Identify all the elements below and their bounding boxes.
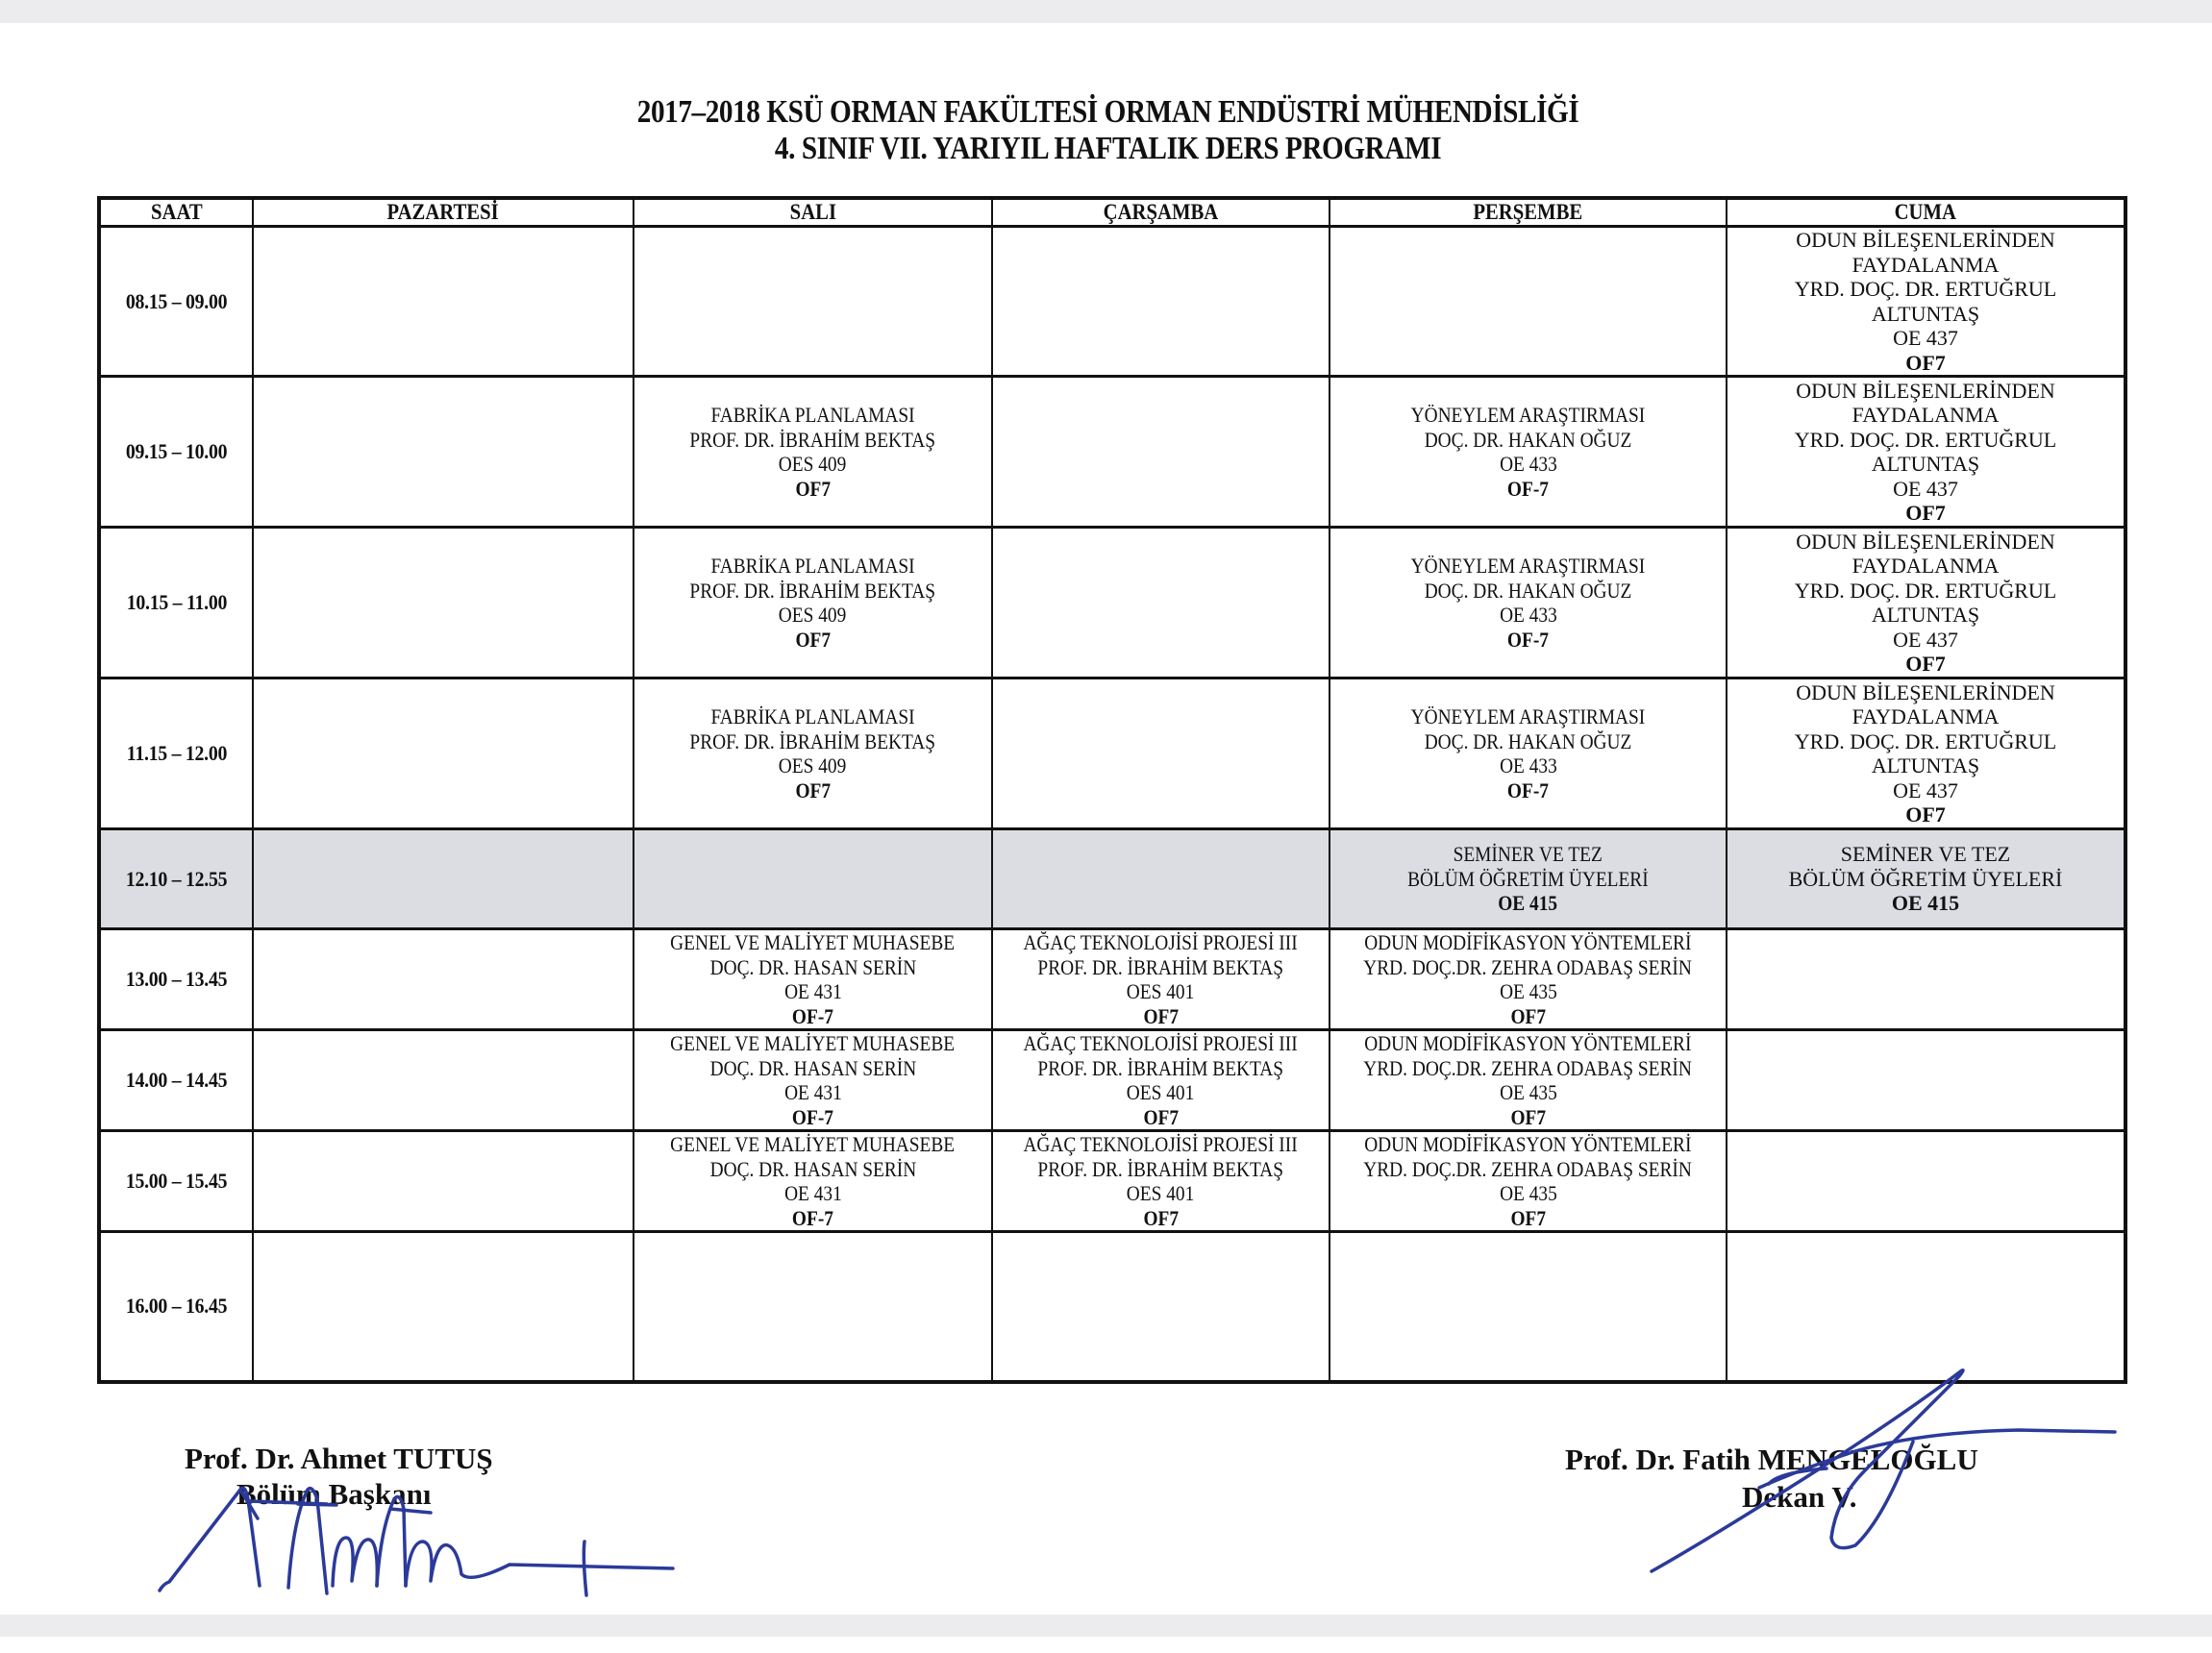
- signature-right-icon: [1634, 1355, 2173, 1586]
- course-detail: OE 437: [1893, 476, 1958, 501]
- cell-sali: [634, 528, 992, 678]
- cell-carsamba: [992, 678, 1330, 829]
- course-name: ODUN BİLEŞENLERİNDEN: [1796, 378, 2055, 403]
- signatory-left-title: Bölüm Başkanı: [236, 1477, 432, 1511]
- cell-cuma: [1727, 377, 2125, 528]
- course-room: OF7: [1143, 1104, 1179, 1129]
- course-detail: YRD. DOÇ. DR. ERTUĞRUL: [1794, 578, 2057, 603]
- course-room: OF7: [1905, 802, 1946, 826]
- time-slot-label: 09.15 – 10.00: [125, 439, 228, 463]
- cell-carsamba: [992, 377, 1330, 528]
- header-cuma: CUMA: [1727, 198, 2125, 227]
- cell-cuma: [1727, 678, 2125, 829]
- cell-carsamba: [992, 1030, 1330, 1131]
- course-detail: OE 431: [783, 979, 842, 1003]
- course-detail: OES 401: [1127, 1080, 1195, 1104]
- cell-persembe: [1330, 377, 1727, 528]
- course-room: OF-7: [791, 1205, 834, 1230]
- course-detail: DOÇ. DR. HAKAN OĞUZ: [1424, 427, 1632, 452]
- schedule-row: [99, 929, 2125, 1030]
- cell-persembe: [1330, 829, 1727, 929]
- course-name: ODUN BİLEŞENLERİNDEN: [1796, 228, 2055, 252]
- course-detail: OE 431: [783, 1080, 842, 1104]
- course-detail: ALTUNTAŞ: [1871, 301, 1980, 326]
- cell-sali: [634, 929, 992, 1030]
- document-title: 2017–2018 KSÜ ORMAN FAKÜLTESİ ORMAN ENDÜSTRİ MÜHENDİSLİĞİ: [636, 94, 1579, 130]
- cell-cuma: [1727, 1030, 2125, 1131]
- cell-persembe: [1330, 528, 1727, 678]
- course-room: OF7: [1510, 1003, 1546, 1028]
- schedule-row: [99, 528, 2125, 678]
- cell-cuma: [1727, 929, 2125, 1030]
- course-detail: OES 409: [779, 452, 847, 476]
- course-room: OE 415: [1498, 891, 1558, 916]
- course-detail: FAYDALANMA: [1852, 252, 2000, 277]
- course-name: YÖNEYLEM ARAŞTIRMASI: [1410, 403, 1646, 427]
- time-slot: [99, 528, 253, 678]
- schedule-row: [99, 227, 2125, 377]
- cell-pazartesi: [253, 678, 634, 829]
- time-slot: [99, 829, 253, 929]
- time-slot-label: 15.00 – 15.45: [125, 1169, 228, 1193]
- course-detail: OE 435: [1499, 1181, 1557, 1205]
- course-name: GENEL VE MALİYET MUHASEBE: [670, 1132, 956, 1156]
- course-detail: OE 437: [1893, 326, 1958, 350]
- time-slot: [99, 227, 253, 377]
- course-room: OF-7: [791, 1104, 834, 1129]
- course-room: OF-7: [1506, 777, 1550, 802]
- time-slot: [99, 1232, 253, 1382]
- course-name: SEMİNER VE TEZ: [1453, 842, 1603, 867]
- course-name: ODUN MODİFİKASYON YÖNTEMLERİ: [1364, 1031, 1692, 1055]
- cell-pazartesi: [253, 1232, 634, 1382]
- course-detail: OE 435: [1499, 1080, 1557, 1104]
- course-detail: PROF. DR. İBRAHİM BEKTAŞ: [1037, 1055, 1284, 1080]
- cell-pazartesi: [253, 1131, 634, 1232]
- cell-carsamba: [992, 528, 1330, 678]
- schedule-row: [99, 1131, 2125, 1232]
- course-detail: PROF. DR. İBRAHİM BEKTAŞ: [1037, 954, 1284, 979]
- cell-sali: [634, 1232, 992, 1382]
- course-detail: OE 435: [1499, 979, 1557, 1003]
- course-room: OF-7: [1506, 476, 1550, 501]
- cell-pazartesi: [253, 929, 634, 1030]
- time-slot: [99, 377, 253, 528]
- course-name: ODUN MODİFİKASYON YÖNTEMLERİ: [1364, 1132, 1692, 1156]
- signature-left-icon: [154, 1461, 692, 1653]
- header-persembe: PERŞEMBE: [1330, 198, 1727, 227]
- header-pazartesi: PAZARTESİ: [253, 198, 634, 227]
- course-room: OF7: [795, 627, 831, 652]
- cell-sali: [634, 678, 992, 829]
- course-room: OE 415: [1891, 891, 1960, 916]
- course-detail: OE 433: [1499, 452, 1557, 476]
- course-detail: OES 409: [779, 603, 847, 627]
- header-sali: SALI: [634, 198, 992, 227]
- time-slot-label: 13.00 – 13.45: [125, 967, 228, 991]
- cell-persembe: [1330, 929, 1727, 1030]
- course-detail: DOÇ. DR. HASAN SERİN: [709, 1055, 916, 1080]
- cell-persembe: [1330, 1030, 1727, 1131]
- cell-carsamba: [992, 1131, 1330, 1232]
- course-room: OF7: [1143, 1205, 1179, 1230]
- course-detail: BÖLÜM ÖĞRETİM ÜYELERİ: [1788, 866, 2063, 891]
- cell-sali: [634, 1131, 992, 1232]
- course-detail: DOÇ. DR. HAKAN OĞUZ: [1424, 578, 1632, 603]
- course-detail: YRD. DOÇ. DR. ERTUĞRUL: [1794, 427, 2057, 452]
- cell-sali: [634, 1030, 992, 1131]
- time-slot-label: 12.10 – 12.55: [125, 866, 228, 891]
- course-detail: PROF. DR. İBRAHİM BEKTAŞ: [689, 427, 936, 452]
- course-name: ODUN MODİFİKASYON YÖNTEMLERİ: [1364, 930, 1692, 954]
- cell-sali: [634, 377, 992, 528]
- time-slot: [99, 929, 253, 1030]
- course-name: YÖNEYLEM ARAŞTIRMASI: [1410, 554, 1646, 578]
- time-slot: [99, 1131, 253, 1232]
- course-room: OF-7: [1506, 627, 1550, 652]
- course-detail: OE 437: [1893, 777, 1958, 802]
- cell-carsamba: [992, 929, 1330, 1030]
- course-detail: FAYDALANMA: [1852, 554, 2000, 578]
- course-detail: OES 401: [1127, 1181, 1195, 1205]
- cell-persembe: [1330, 1131, 1727, 1232]
- cell-cuma: [1727, 829, 2125, 929]
- course-detail: OE 437: [1893, 627, 1958, 652]
- signatory-left-name: Prof. Dr. Ahmet TUTUŞ: [185, 1442, 493, 1475]
- course-room: OF7: [1143, 1003, 1179, 1028]
- time-slot: [99, 678, 253, 829]
- document-subtitle: 4. SINIF VII. YARIYIL HAFTALIK DERS PROGRAMI: [774, 131, 1442, 166]
- course-name: AĞAÇ TEKNOLOJİSİ PROJESİ III: [1023, 930, 1299, 954]
- course-name: FABRİKA PLANLAMASI: [710, 403, 915, 427]
- course-room: OF7: [1905, 652, 1946, 676]
- course-name: FABRİKA PLANLAMASI: [710, 704, 915, 728]
- cell-pazartesi: [253, 528, 634, 678]
- course-room: OF7: [1905, 501, 1946, 525]
- course-name: AĞAÇ TEKNOLOJİSİ PROJESİ III: [1023, 1132, 1299, 1156]
- course-name: ODUN BİLEŞENLERİNDEN: [1796, 529, 2055, 554]
- course-detail: YRD. DOÇ. DR. ERTUĞRUL: [1794, 728, 2057, 753]
- time-slot-label: 10.15 – 11.00: [126, 590, 227, 614]
- cell-pazartesi: [253, 227, 634, 377]
- course-detail: OES 409: [779, 753, 847, 777]
- course-detail: FAYDALANMA: [1852, 704, 2000, 728]
- time-slot-label: 16.00 – 16.45: [125, 1294, 228, 1319]
- schedule-row: [99, 1030, 2125, 1131]
- scan-border-top: [0, 0, 2212, 23]
- cell-pazartesi: [253, 829, 634, 929]
- course-name: SEMİNER VE TEZ: [1840, 842, 2011, 867]
- schedule-table: [97, 196, 2127, 1384]
- course-room: OF7: [1905, 350, 1946, 375]
- course-detail: DOÇ. DR. HASAN SERİN: [709, 954, 916, 979]
- course-detail: ALTUNTAŞ: [1871, 603, 1980, 627]
- course-name: FABRİKA PLANLAMASI: [710, 554, 915, 578]
- cell-cuma: [1727, 528, 2125, 678]
- time-slot-label: 14.00 – 14.45: [125, 1068, 228, 1092]
- cell-sali: [634, 227, 992, 377]
- course-room: OF7: [795, 777, 831, 802]
- course-detail: YRD. DOÇ.DR. ZEHRA ODABAŞ SERİN: [1363, 954, 1693, 979]
- header-row: [99, 198, 2125, 227]
- course-name: GENEL VE MALİYET MUHASEBE: [670, 1031, 956, 1055]
- course-detail: BÖLÜM ÖĞRETİM ÜYELERİ: [1407, 866, 1649, 891]
- course-detail: ALTUNTAŞ: [1871, 452, 1980, 476]
- signatory-right-title: Dekan V.: [1742, 1480, 1857, 1514]
- cell-persembe: [1330, 678, 1727, 829]
- course-room: OF-7: [791, 1003, 834, 1028]
- course-detail: OE 433: [1499, 603, 1557, 627]
- cell-sali: [634, 829, 992, 929]
- course-detail: DOÇ. DR. HAKAN OĞUZ: [1424, 728, 1632, 753]
- signatory-right-name: Prof. Dr. Fatih MENGELOĞLU: [1565, 1443, 1978, 1476]
- cell-carsamba: [992, 1232, 1330, 1382]
- time-slot-label: 08.15 – 09.00: [125, 288, 228, 313]
- cell-cuma: [1727, 1131, 2125, 1232]
- schedule-row: [99, 377, 2125, 528]
- schedule-row: [99, 678, 2125, 829]
- cell-pazartesi: [253, 1030, 634, 1131]
- course-detail: DOÇ. DR. HASAN SERİN: [709, 1156, 916, 1181]
- course-detail: PROF. DR. İBRAHİM BEKTAŞ: [1037, 1156, 1284, 1181]
- course-detail: YRD. DOÇ.DR. ZEHRA ODABAŞ SERİN: [1363, 1055, 1693, 1080]
- cell-persembe: [1330, 227, 1727, 377]
- course-room: OF7: [795, 476, 831, 501]
- header-saat: SAAT: [99, 198, 253, 227]
- cell-carsamba: [992, 829, 1330, 929]
- course-detail: PROF. DR. İBRAHİM BEKTAŞ: [689, 578, 936, 603]
- cell-pazartesi: [253, 377, 634, 528]
- course-detail: YRD. DOÇ. DR. ERTUĞRUL: [1794, 277, 2057, 301]
- course-detail: FAYDALANMA: [1852, 403, 2000, 427]
- course-detail: ALTUNTAŞ: [1871, 753, 1980, 777]
- course-name: ODUN BİLEŞENLERİNDEN: [1796, 679, 2055, 704]
- cell-carsamba: [992, 227, 1330, 377]
- course-detail: OE 433: [1499, 753, 1557, 777]
- course-detail: YRD. DOÇ.DR. ZEHRA ODABAŞ SERİN: [1363, 1156, 1693, 1181]
- course-detail: OE 431: [783, 1181, 842, 1205]
- course-room: OF7: [1510, 1104, 1546, 1129]
- course-detail: PROF. DR. İBRAHİM BEKTAŞ: [689, 728, 936, 753]
- course-name: YÖNEYLEM ARAŞTIRMASI: [1410, 704, 1646, 728]
- cell-cuma: [1727, 227, 2125, 377]
- course-name: AĞAÇ TEKNOLOJİSİ PROJESİ III: [1023, 1031, 1299, 1055]
- course-detail: OES 401: [1127, 979, 1195, 1003]
- course-name: GENEL VE MALİYET MUHASEBE: [670, 930, 956, 954]
- schedule-row: [99, 829, 2125, 929]
- course-room: OF7: [1510, 1205, 1546, 1230]
- time-slot-label: 11.15 – 12.00: [126, 741, 227, 765]
- header-carsamba: ÇARŞAMBA: [992, 198, 1330, 227]
- time-slot: [99, 1030, 253, 1131]
